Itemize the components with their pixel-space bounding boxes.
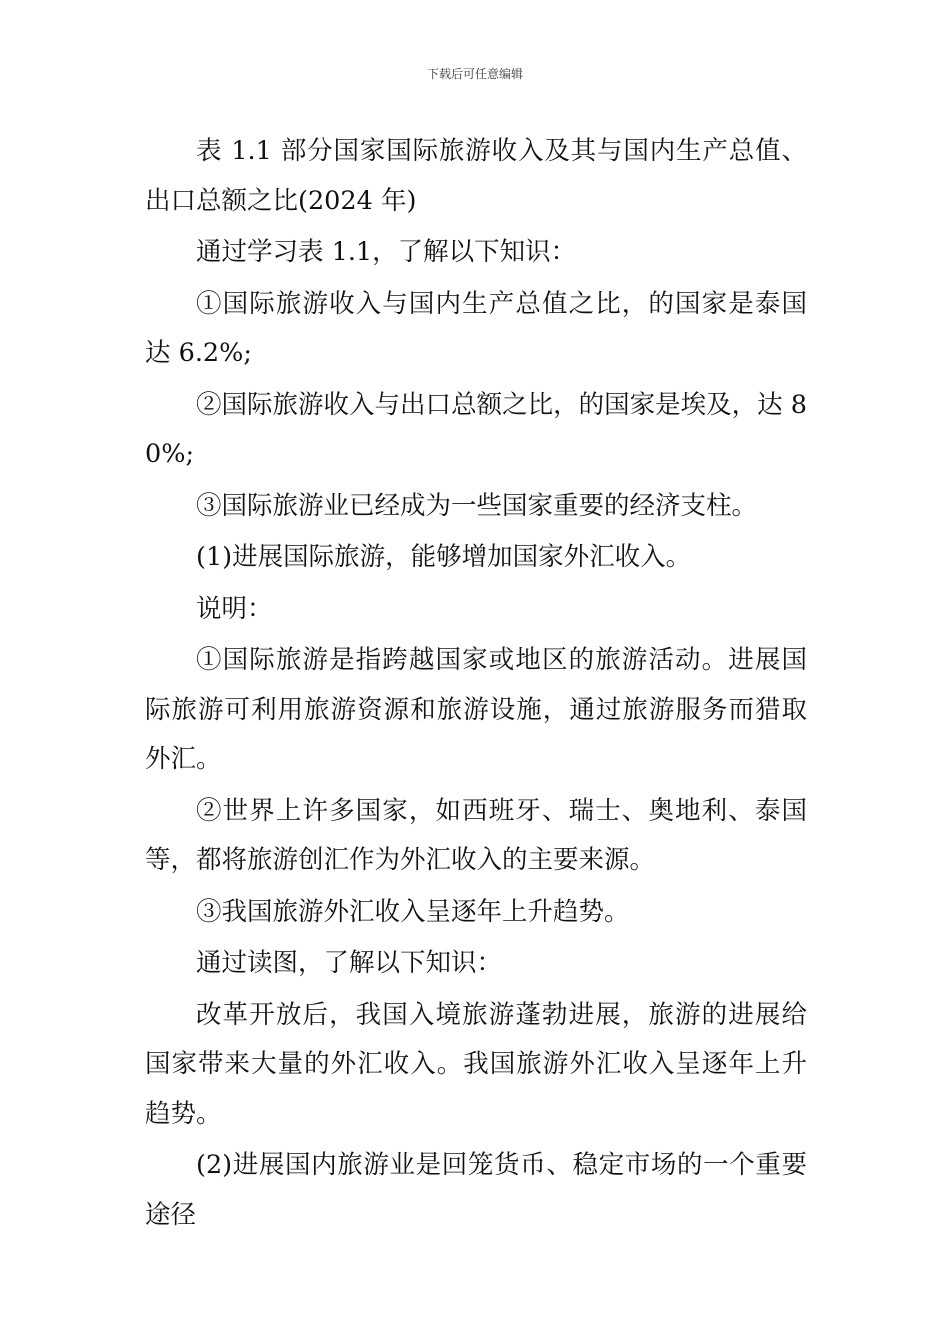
section-1-heading: (1)进展国际旅游，能够增加国家外汇收入。 <box>196 542 692 572</box>
table-caption: 表 1.1 部分国家国际旅游收入及其与国内生产总值、出口总额之比(2024 年) <box>145 136 807 216</box>
map-reading-intro: 通过读图，了解以下知识： <box>196 948 503 978</box>
study-intro: 通过学习表 1.1，了解以下知识： <box>196 237 577 267</box>
explanation-point-1: ①国际旅游是指跨越国家或地区的旅游活动。进展国际旅游可利用旅游资源和旅游设施，通过旅游服务而猎取外汇。 <box>145 645 807 774</box>
knowledge-point-3: ③国际旅游业已经成为一些国家重要的经济支柱。 <box>196 490 758 521</box>
page-header: 下载后可任意编辑 <box>426 67 523 81</box>
explanation-point-2: ②世界上许多国家，如西班牙、瑞士、奥地利、泰国等，都将旅游创汇作为外汇收入的主要来源。 <box>145 795 807 875</box>
reform-paragraph: 改革开放后，我国入境旅游蓬勃进展，旅游的进展给国家带来大量的外汇收入。我国旅游外汇收入呈逐年上升趋势。 <box>145 999 807 1129</box>
document-body <box>145 127 807 1242</box>
section-2-heading: (2)进展国内旅游业是回笼货币、稳定市场的一个重要途径 <box>145 1150 807 1230</box>
explanation-point-3: ③我国旅游外汇收入呈逐年上升趋势。 <box>196 896 630 927</box>
knowledge-point-1: ①国际旅游收入与国内生产总值之比，的国家是泰国达 6.2%; <box>145 288 807 368</box>
knowledge-point-2: ②国际旅游收入与出口总额之比，的国家是埃及，达 80%; <box>145 389 807 469</box>
explanation-label: 说明： <box>196 593 273 624</box>
